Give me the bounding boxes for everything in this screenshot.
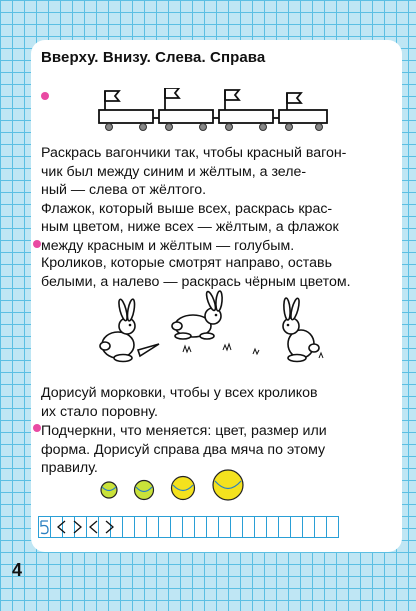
text-line: Раскрась вагончики так, чтобы красный вагон- [41, 145, 347, 161]
text-line: правилу. [41, 460, 98, 476]
writing-cell [39, 517, 51, 538]
rabbits-illustration[interactable] [83, 290, 363, 370]
writing-practice-row[interactable] [38, 516, 343, 538]
writing-cell [99, 517, 111, 538]
task-bullet [33, 424, 41, 432]
writing-cell [267, 517, 279, 538]
writing-cell [243, 517, 255, 538]
task-carrots-text [41, 384, 393, 421]
text-line: Кроликов, которые смотрят направо, оставь [41, 255, 332, 271]
text-line: Флажок, который выше всех, раскрась крас- [41, 200, 333, 217]
task-bullet [41, 92, 49, 100]
writing-cell [87, 517, 99, 538]
writing-cell [279, 517, 291, 538]
text-line: Подчеркни, что меняется: цвет, размер или [41, 423, 327, 439]
writing-cell [135, 517, 147, 538]
ball-medium [172, 477, 195, 500]
writing-cell [219, 517, 231, 538]
writing-cell [291, 517, 303, 538]
writing-cell [315, 517, 327, 538]
writing-cell [147, 517, 159, 538]
writing-cell [255, 517, 267, 538]
ball-large [213, 470, 243, 500]
task-bullet [33, 240, 41, 248]
text-line: между красным и жёлтым — голубым. [41, 237, 295, 254]
text-line: ный — слева от жёлтого. [41, 182, 207, 198]
task-train-text [41, 144, 393, 255]
writing-cell [327, 517, 339, 538]
text-line: форма. Дорисуй справа два мяча по этому [41, 441, 326, 458]
writing-cell [171, 517, 183, 538]
text-line: ным цветом, ниже всех — жёлтым, а флажок [41, 219, 339, 235]
ball-small [135, 481, 154, 500]
writing-cell [183, 517, 195, 538]
text-line: белыми, а налево — раскрась чёрным цветом. [41, 273, 351, 290]
writing-cell [195, 517, 207, 538]
writing-cell [159, 517, 171, 538]
workbook-page [31, 40, 402, 552]
writing-cell [207, 517, 219, 538]
page-number: 4 [12, 560, 23, 580]
writing-cell [63, 517, 75, 538]
writing-cell [123, 517, 135, 538]
writing-cell [51, 517, 63, 538]
text-line: их стало поровну. [41, 403, 158, 420]
task-rabbits-text [41, 254, 393, 291]
text-line: Дорисуй морковки, чтобы у всех кроликов [41, 385, 318, 401]
text-line: чик был между синим и жёлтым, а зеле- [41, 163, 307, 180]
page-title: Вверху. Внизу. Слева. Справа [41, 49, 266, 66]
writing-cell [231, 517, 243, 538]
train-illustration[interactable] [97, 88, 329, 138]
writing-cell [303, 517, 315, 538]
balls-sequence[interactable] [97, 468, 257, 504]
